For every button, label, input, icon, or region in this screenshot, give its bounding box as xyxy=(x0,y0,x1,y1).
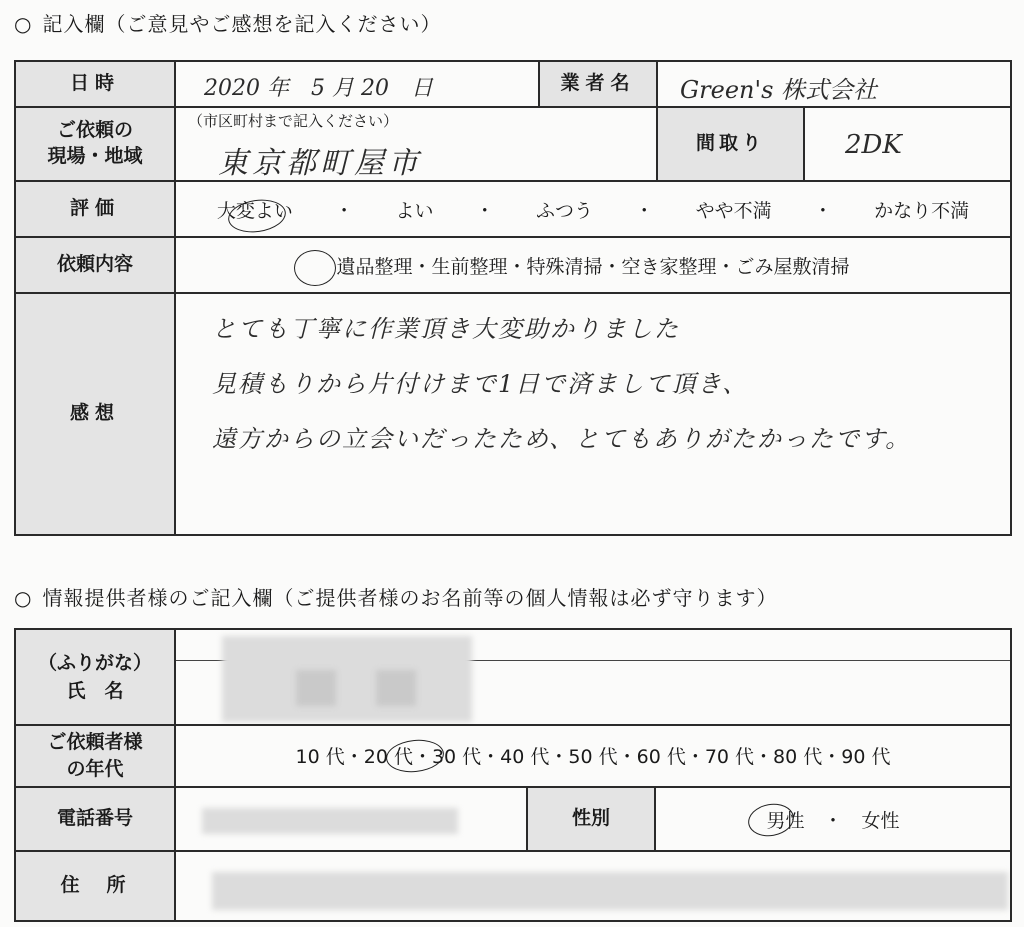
name-cell xyxy=(175,629,1011,725)
phone-row xyxy=(15,787,1011,851)
rating-options: 大変よい ・ よい ・ ふつう ・ やや不満 ・ かなり不満 xyxy=(176,196,1010,223)
rating-option: かなり不満 xyxy=(874,200,970,222)
redacted-phone xyxy=(202,808,458,834)
area-note: （市区町村まで記入ください） xyxy=(188,112,399,130)
layout-value-cell xyxy=(804,107,1011,181)
area-row xyxy=(15,107,1011,181)
feedback-table xyxy=(14,60,1012,536)
section-title-provider: ○ 情報提供者様のご記入欄（ご提供者様のお名前等の個人情報は必ず守ります） xyxy=(14,586,778,610)
gender-options: 男性 ・ 女性 xyxy=(766,810,900,832)
phone-cell xyxy=(175,787,527,851)
request-options-cell xyxy=(175,237,1011,293)
section-title-feedback: ○ 記入欄（ご意見やご感想を記入ください） xyxy=(14,12,442,36)
date-value-cell xyxy=(175,61,539,107)
layout-label: 間取り xyxy=(657,107,804,181)
request-row xyxy=(15,237,1011,293)
company-label: 業者名 xyxy=(539,61,657,107)
date-row xyxy=(15,61,1011,107)
rating-option: ふつう xyxy=(536,200,594,222)
address-row xyxy=(15,851,1011,921)
rating-options-cell xyxy=(175,181,1011,237)
company-value: Green's 株式会社 xyxy=(680,76,878,104)
impression-label: 感想 xyxy=(15,293,175,535)
gender-label: 性別 xyxy=(527,787,655,851)
circle-mark-icon: ○ xyxy=(14,586,33,610)
date-label: 日時 xyxy=(15,61,175,107)
date-value: 2020 年 5 月 20 日 xyxy=(204,76,433,101)
rating-option: よい xyxy=(395,200,434,222)
redacted-name xyxy=(222,636,472,722)
address-cell xyxy=(175,851,1011,921)
area-value: 東京都町屋市 xyxy=(218,146,422,181)
request-options: 遺品整理・生前整理・特殊清掃・空き家整理・ごみ屋敷清掃 xyxy=(336,256,850,278)
phone-label: 電話番号 xyxy=(15,787,175,851)
rating-row xyxy=(15,181,1011,237)
layout-value: 2DK xyxy=(845,130,902,160)
rating-option: 大変よい xyxy=(216,200,293,222)
area-label: ご依頼の 現場・地域 xyxy=(15,107,175,181)
address-label: 住 所 xyxy=(15,851,175,921)
age-row xyxy=(15,725,1011,787)
redacted-address xyxy=(212,872,1008,910)
impression-row xyxy=(15,293,1011,535)
rating-option: やや不満 xyxy=(695,200,772,222)
provider-table xyxy=(14,628,1012,922)
area-value-cell xyxy=(175,107,657,181)
impression-cell xyxy=(175,293,1011,535)
age-label: ご依頼者様 の年代 xyxy=(15,725,175,787)
gender-cell xyxy=(655,787,1011,851)
name-label: （ふりがな） 氏 名 xyxy=(15,629,175,725)
age-options: 10 代・20 代・30 代・40 代・50 代・60 代・70 代・80 代・90 代 xyxy=(295,746,891,768)
impression-text: とても丁寧に作業頂き大変助かりました 見積もりから片付けまで1日で済まして頂き、 遠方からの立会いだったため、とてもありがたかったです。 xyxy=(212,315,912,453)
name-row xyxy=(15,629,1011,725)
age-options-cell xyxy=(175,725,1011,787)
request-label: 依頼内容 xyxy=(15,237,175,293)
company-value-cell xyxy=(657,61,1011,107)
circle-mark-icon: ○ xyxy=(14,12,33,36)
rating-label: 評価 xyxy=(15,181,175,237)
